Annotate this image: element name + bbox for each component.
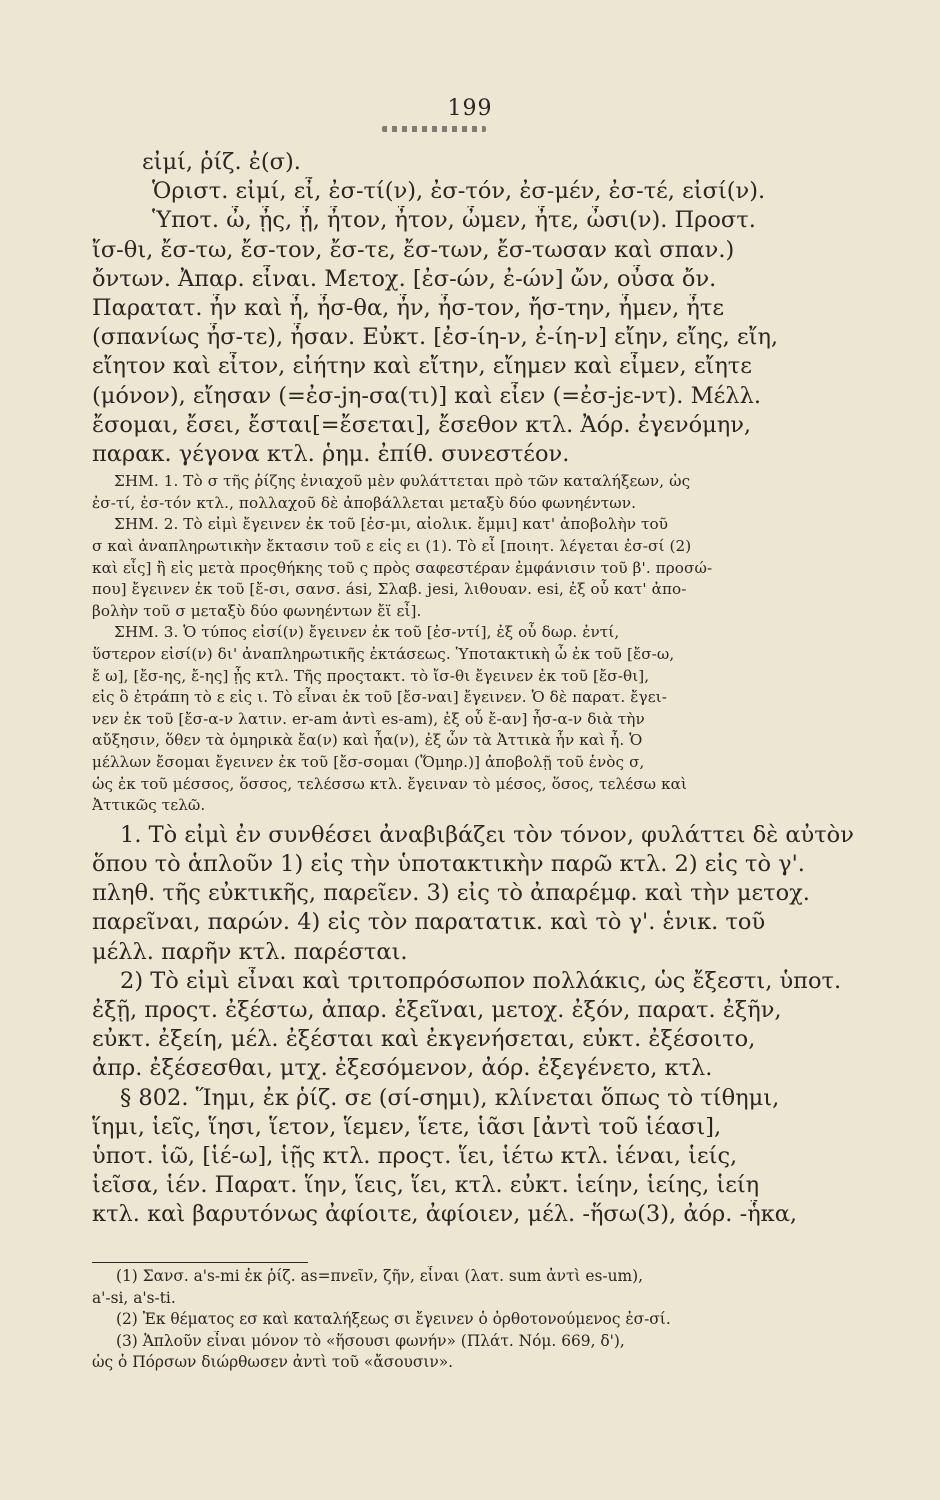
text-line: ἔσομαι, ἔσει, ἔσται[=ἔσεται], ἔσεθον κτλ. Ἀόρ. ἐγενόμην,	[92, 411, 752, 438]
page-number: 199	[447, 96, 493, 121]
remarks-block	[92, 471, 862, 817]
text-line: ἴσ-θι, ἔσ-τω, ἔσ-τον, ἔσ-τε, ἔσ-των, ἔσ-τωσαν καὶ σπαν.)	[92, 236, 735, 263]
section-heading-line: § 802. Ἵημι, ἐκ ῥίζ. σε (σί-σημι), κλίνεται ὅπως τὸ τίθημι,	[120, 1084, 780, 1111]
text-line: (σπανίως ἦσ-τε), ἦσαν. Εὐκτ. [ἐσ-ίη-ν, ἐ-ίη-ν] εἴην, εἴης, εἴη,	[92, 324, 779, 351]
remark-line: ἔ ω], [ἔσ-ης, ἔ-ης] ᾖς κτλ. Τῆς προςτακτ. τὸ ἴσ-θι ἔγεινεν ἐκ τοῦ [ἔσ-θι],	[92, 666, 650, 685]
text-line: εἴητον καὶ εἶτον, εἰήτην καὶ εἴτην, εἴημεν καὶ εἶμεν, εἴητε	[92, 353, 752, 380]
remark-line: ἐσ-τί, ἐσ-τόν κτλ., πολλαχοῦ δὲ ἀποβάλλεται μεταξὺ δύο φωνηέντων.	[92, 493, 637, 512]
text-line: παρεῖναι, παρών. 4) εἰς τὸν παρατατικ. καὶ τὸ γ'. ἑνικ. τοῦ	[92, 909, 766, 936]
remark-line: ὕστερον εἰσί(ν) δι' ἀναπληρωτικῆς ἐκτάσεως. Ὑποτακτικὴ ὦ ἐκ τοῦ [ἔσ-ω,	[92, 644, 675, 663]
paradigm-block	[92, 148, 862, 469]
remark-line: καὶ εἶς] ἢ εἰς μετὰ προςθήκης τοῦ ς πρὸς σαφεστέραν ἐμφάνισιν τοῦ β'. προσώ-	[92, 558, 713, 577]
text-line: Ὑποτ. ὦ, ᾖς, ᾖ, ἦτον, ἦτον, ὦμεν, ἦτε, ὦσι(ν). Προστ.	[152, 207, 756, 234]
text-line: πληθ. τῆς εὐκτικῆς, παρεῖεν. 3) εἰς τὸ ἀπαρέμφ. καὶ τὴν μετοχ.	[92, 880, 810, 907]
footnote-line: (3) Ἁπλοῦν εἶναι μόνον τὸ «ἥσουσι φωνήν» (Πλάτ. Νόμ. 669, δ'),	[116, 1331, 625, 1350]
text-line: 1. Τὸ εἰμὶ ἐν συνθέσει ἀναβιβάζει τὸν τόνον, φυλάττει δὲ αὐτὸν	[120, 821, 854, 848]
remark-line: σ καὶ ἀναπληρωτικὴν ἔκτασιν τοῦ ε εἰς ει (1). Τὸ εἶ [ποιητ. λέγεται ἐσ-σί (2)	[92, 537, 692, 556]
text-line: (μόνον), εἴησαν (=ἐσ-jη-σα(τι)] καὶ εἶεν (=ἐσ-jε-ντ). Μέλλ.	[92, 382, 761, 409]
footnote-line: (1) Σανσ. a's-mi ἐκ ῥίζ. as=πνεῖν, ζῆν, εἶναι (λατ. sum ἀντὶ es-um),	[116, 1267, 644, 1285]
remark-line: αὔξησιν, ὅθεν τὰ ὁμηρικὰ ἔα(ν) καὶ ἦα(ν), ἐξ ὧν τὰ Ἀττικὰ ἦν καὶ ἦ. Ὁ	[92, 731, 643, 750]
usage-block	[92, 821, 862, 1230]
remark-line: ΣΗΜ. 1. Τὸ σ τῆς ῥίζης ἐνιαχοῦ μὲν φυλάττεται πρὸ τῶν καταλήξεων, ὡς	[114, 472, 691, 491]
remark-line: ΣΗΜ. 2. Τὸ εἰμὶ ἔγεινεν ἐκ τοῦ [ἐσ-μι, αἰολικ. ἔμμι] κατ' ἀποβολὴν τοῦ	[114, 515, 669, 534]
text-line: ὄντων. Ἀπαρ. εἶναι. Μετοχ. [ἐσ-ών, ἐ-ών] ὤν, οὖσα ὄν.	[92, 265, 717, 292]
footnotes	[92, 1266, 862, 1374]
text-line: εὐκτ. ἐξείη, μέλ. ἐξέσται καὶ ἐκγενήσεται, εὐκτ. ἐξέσοιτο,	[92, 1026, 756, 1053]
remark-line: βολὴν τοῦ σ μεταξὺ δύο φωνηέντων ἔϊ εἶ].	[92, 601, 422, 620]
remark-line: εἰς ὃ ἐτράπη τὸ ε εἰς ι. Τὸ εἶναι ἐκ τοῦ [ἔσ-ναι] ἔγεινεν. Ὁ δὲ παρατ. ἔγει-	[92, 688, 667, 707]
remark-line: Ἀττικῶς τελῶ.	[92, 796, 206, 815]
remark-line: ὡς ἐκ τοῦ μέσσος, ὅσσος, τελέσσω κτλ. ἔγειναν τὸ μέσος, ὅσος, τελέσω καὶ	[92, 774, 688, 793]
text-line: ἀπρ. ἐξέσεσθαι, μτχ. ἐξεσόμενον, ἀόρ. ἐξεγένετο, κτλ.	[92, 1055, 713, 1082]
text-line: ἐξῇ, προςτ. ἐξέστω, ἀπαρ. ἐξεῖναι, μετοχ. ἐξόν, παρατ. ἐξῆν,	[92, 996, 782, 1023]
text-line: ὑποτ. ἱῶ, [ἱέ-ω], ἱῇς κτλ. προςτ. ἵει, ἱέτω κτλ. ἱέναι, ἱείς,	[92, 1142, 738, 1169]
remark-line: ΣΗΜ. 3. Ὁ τύπος εἰσί(ν) ἔγεινεν ἐκ τοῦ [ἐσ-ντί], ἐξ οὗ δωρ. ἐντί,	[114, 623, 620, 642]
footnote-line: a'-si, a's-ti.	[92, 1288, 176, 1307]
text-line: μέλλ. παρῆν κτλ. παρέσται.	[92, 938, 408, 965]
text-line: Ὁριστ. εἰμί, εἶ, ἐσ-τί(ν), ἐσ-τόν, ἐσ-μέν, ἐσ-τέ, εἰσί(ν).	[152, 178, 766, 205]
text-line: κτλ. καὶ βαρυτόνως ἀφίοιτε, ἀφίοιεν, μέλ. -ἥσω(3), ἀόρ. -ἧκα,	[92, 1201, 798, 1228]
text-line: ὅπου τὸ ἁπλοῦν 1) εἰς τὴν ὑποτακτικὴν παρῶ κτλ. 2) εἰς τὸ γ'.	[92, 850, 805, 877]
remark-line: μέλλων ἔσομαι ἔγεινεν ἐκ τοῦ [ἔσ-σομαι (Ὅμηρ.)] ἀποβολῇ τοῦ ἑνὸς σ,	[92, 752, 645, 771]
text-line: εἰμί, ῥίζ. ἐ(σ).	[142, 149, 301, 175]
text-line: ἱεῖσα, ἱέν. Παρατ. ἵην, ἵεις, ἵει, κτλ. εὐκτ. ἱείην, ἱείης, ἱείη	[92, 1172, 760, 1199]
text-line: Παρατατ. ἦν καὶ ἦ, ἦσ-θα, ἦν, ἦσ-τον, ἤσ-την, ἦμεν, ἦτε	[92, 295, 724, 322]
text-line: παρακ. γέγονα κτλ. ῥημ. ἐπίθ. συνεστέον.	[92, 441, 570, 468]
remark-line: νεν ἐκ τοῦ [ἔσ-α-ν λατιν. er-am ἀντὶ es-am), ἐξ οὗ ἔ-αν] ἦσ-α-ν διὰ τὴν	[92, 709, 645, 728]
text-line: 2) Τὸ εἰμὶ εἶναι καὶ τριτοπρόσωπον πολλάκις, ὡς ἔξεστι, ὑποτ.	[120, 967, 842, 994]
main-text	[92, 148, 862, 1230]
footnote-divider	[92, 1262, 308, 1263]
remark-line: που] ἔγεινεν ἐκ τοῦ [ἔ-σι, σανσ. ási, Σλαβ. jesi, λιθουαν. esi, ἐξ οὗ κατ' ἀπο-	[92, 580, 687, 599]
page-number-ornament	[382, 126, 486, 132]
footnote-line: (2) Ἐκ θέματος εσ καὶ καταλήξεως σι ἔγεινεν ὁ ὀρθοτονούμενος ἐσ-σί.	[116, 1310, 671, 1328]
text-line: ἵημι, ἱεῖς, ἵησι, ἵετον, ἵεμεν, ἵετε, ἱᾶσι [ἀντὶ τοῦ ἱέασι],	[92, 1113, 722, 1140]
footnote-line: ὡς ὁ Πόρσων διώρθωσεν ἀντὶ τοῦ «ἄσουσιν».	[92, 1353, 454, 1371]
